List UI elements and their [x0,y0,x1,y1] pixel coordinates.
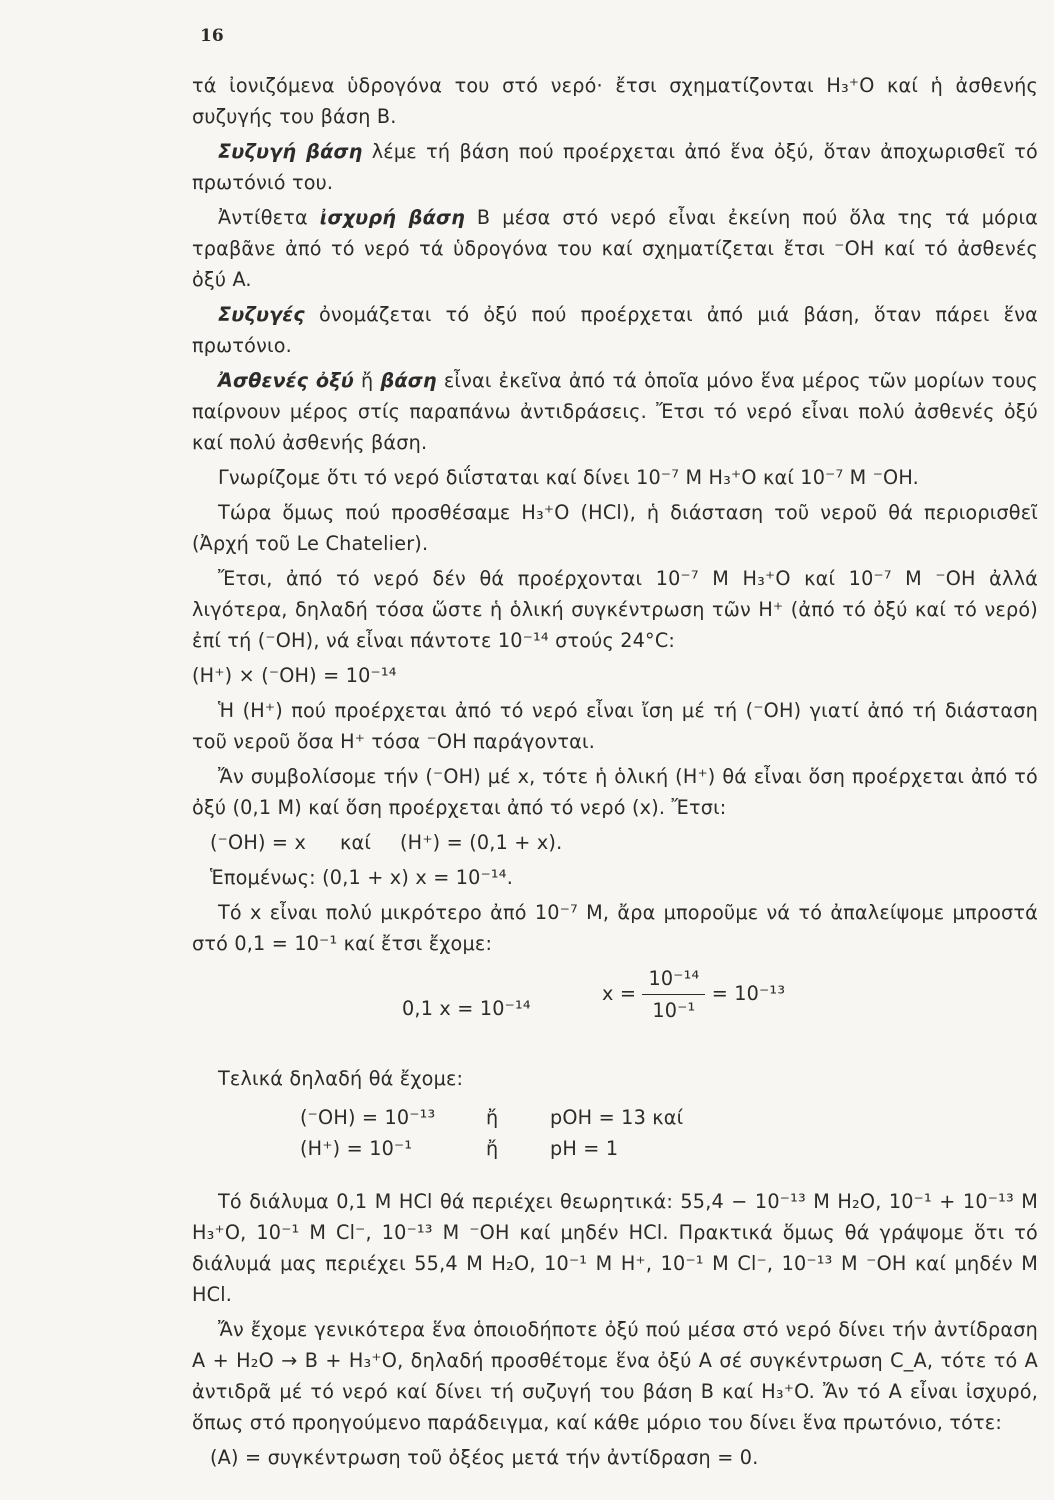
paragraph-final: Τελικά δηλαδή θά ἔχομε: [218,1067,464,1090]
fraction [642,963,705,1026]
equation-fraction [602,963,785,1026]
equation-linear: 0,1 x = 10⁻¹⁴ [402,997,531,1020]
result-poh: pOH = 13 καί [550,1106,684,1129]
term-strong-base: ἰσχυρή βάση [319,206,465,229]
fraction-result: = 10⁻¹³ [711,982,786,1005]
results-table [192,1102,1038,1164]
result-or: ἤ [486,1137,499,1160]
result-ph: pH = 1 [550,1137,619,1160]
result-oh: (⁻OH) = 10⁻¹³ [300,1106,436,1129]
fraction-numerator: 10⁻¹⁴ [642,963,705,995]
result-row-oh [300,1102,1038,1133]
term-base: βάση [380,369,437,392]
paragraph-conjugate-base [192,136,1038,198]
paragraph-text: Ἀντίθετα [218,206,320,229]
paragraph-solution-contents: Τό διάλυμα 0,1 M HCl θά περιέχει θεωρητικά: 55,4 − 10⁻¹³ M H₂O, 10⁻¹ + 10⁻¹³ M H₃⁺O, 10⁻¹ M Cl⁻, 10⁻¹³ M ⁻OH καί μηδέν HCl. Πρακτικά ὅμως θά γράψομε ὅτι τό διάλυμά μας περιέχει 55,4 M H₂O, 10⁻¹ M H⁺, 10⁻¹ M Cl⁻, 10⁻¹³ M ⁻OH καί μηδέν M HCl. [192,1190,1038,1306]
equation-h: (H⁺) = (0,1 + x). [400,831,563,854]
fraction-x-label: x = [602,982,637,1005]
equation-oh: (⁻OH) = x [210,831,307,854]
paragraph-text: ὀνομάζεται τό ὀξύ πού προέρχεται ἀπό μιά βάση, ὅταν πάρει ἕνα πρωτόνιο. [192,303,1038,357]
paragraph-text: λέμε τή βάση πού προέρχεται ἀπό ἕνα ὀξύ, ὅταν ἀποχωρισθεῖ τό πρωτόνιό του. [192,140,1038,194]
paragraph-symbol-x: Ἄν συμβολίσομε τήν (⁻OH) μέ x, τότε ἡ ὁλική (H⁺) θά εἶναι ὅση προέρχεται ἀπό τό ὀξύ (0,1 M) καί ὅση προέρχεται ἀπό τό νερό (x). Ἔτσι: [192,765,1038,819]
fraction-denominator: 10⁻¹ [652,999,696,1022]
paragraph-water-dissociation: Γνωρίζομε ὅτι τό νερό διΐσταται καί δίνει 10⁻⁷ M H₃⁺O καί 10⁻⁷ M ⁻OH. [218,466,919,489]
page-number: 16 [200,26,224,46]
result-or: ἤ [486,1106,499,1129]
paragraph-general-acid: Ἄν ἔχομε γενικότερα ἕνα ὁποιοδήποτε ὀξύ πού μέσα στό νερό δίνει τήν ἀντίδραση A + H₂O → B + H₃⁺O, δηλαδή προσθέτομε ἕνα ὀξύ A σέ συγκέντρωση C_A, τότε τό A ἀντιδρᾶ μέ τό νερό καί δίνει τή συζυγή του βάση B καί H₃⁺O. Ἄν τό A εἶναι ἰσχυρό, ὅπως στό προηγούμενο παράδειγμα, καί κάθε μόριο του δίνει ἕνα πρωτόνιο, τότε: [192,1318,1038,1434]
paragraph-text: B μέσα στό νερό εἶναι ἐκείνη πού ὅλα της τά μόρια τραβᾶνε ἀπό τό νερό τά ὑδρογόνα του καί σχηματίζεται ἔτσι ⁻OH καί τό ἀσθενές ὀξύ A. [192,206,1038,291]
paragraph-le-chatelier: Τώρα ὅμως πού προσθέσαμε H₃⁺O (HCl), ἡ διάσταση τοῦ νεροῦ θά περιορισθεῖ (Ἀρχή τοῦ Le Chatelier). [192,501,1038,555]
term-conjugate-acid: Συζυγές [218,303,305,326]
equation-and: καί [340,831,372,854]
paragraph-approximation: Τό x εἶναι πολύ μικρότερο ἀπό 10⁻⁷ M, ἄρα μποροῦμε νά τό ἀπαλείψομε μπροστά στό 0,1 = 10⁻¹ καί ἔτσι ἔχομε: [192,901,1038,955]
paragraph-text: ἤ [353,369,381,392]
paragraph-strong-base [192,202,1038,295]
equation-concentration-zero: (A) = συγκέντρωση τοῦ ὀξέος μετά τήν ἀντίδραση = 0. [210,1446,759,1469]
paragraph-weak-acid [192,365,1038,458]
result-row-h [300,1133,1038,1164]
equation-ion-product: (H⁺) × (⁻OH) = 10⁻¹⁴ [192,664,397,687]
paragraph-1: τά ἰονιζόμενα ὑδρογόνα του στό νερό· ἔτσι σχηματίζονται H₃⁺O καί ἡ ἀσθενής συζυγής του βάση B. [192,74,1038,128]
equation-solve-x [192,963,1038,1061]
result-h: (H⁺) = 10⁻¹ [300,1137,413,1160]
term-weak-acid: Ἀσθενές ὀξύ [218,369,354,392]
paragraph-text: εἶναι ἐκεῖνα ἀπό τά ὁποῖα μόνο ἕνα μέρος τῶν μορίων τους παίρνουν μέρος στίς παραπάνω ἀντιδράσεις. Ἔτσι τό νερό εἶναι πολύ ἀσθενές ὀξύ καί πολύ ἀσθενής βάση. [192,369,1039,454]
paragraph-equal-ions: Ἡ (H⁺) πού προέρχεται ἀπό τό νερό εἶναι ἴση μέ τή (⁻OH) γιατί ἀπό τή διάσταση τοῦ νεροῦ ὅσα H⁺ τόσα ⁻OH παράγονται. [192,699,1038,753]
equation-definitions [192,827,1038,858]
paragraph-conjugate-acid [192,299,1038,361]
equation-quadratic: Ἑπομένως: (0,1 + x) x = 10⁻¹⁴. [210,866,513,889]
page-body [192,70,1038,1477]
paragraph-ion-product: Ἔτσι, ἀπό τό νερό δέν θά προέρχονται 10⁻⁷ M H₃⁺O καί 10⁻⁷ M ⁻OH ἀλλά λιγότερα, δηλαδή τόσα ὥστε ἡ ὁλική συγκέντρωση τῶν H⁺ (ἀπό τό ὀξύ καί τό νερό) ἐπί τή (⁻OH), νά εἶναι πάντοτε 10⁻¹⁴ στούς 24°C: [192,567,1038,652]
term-conjugate-base: Συζυγή βάση [218,140,363,163]
